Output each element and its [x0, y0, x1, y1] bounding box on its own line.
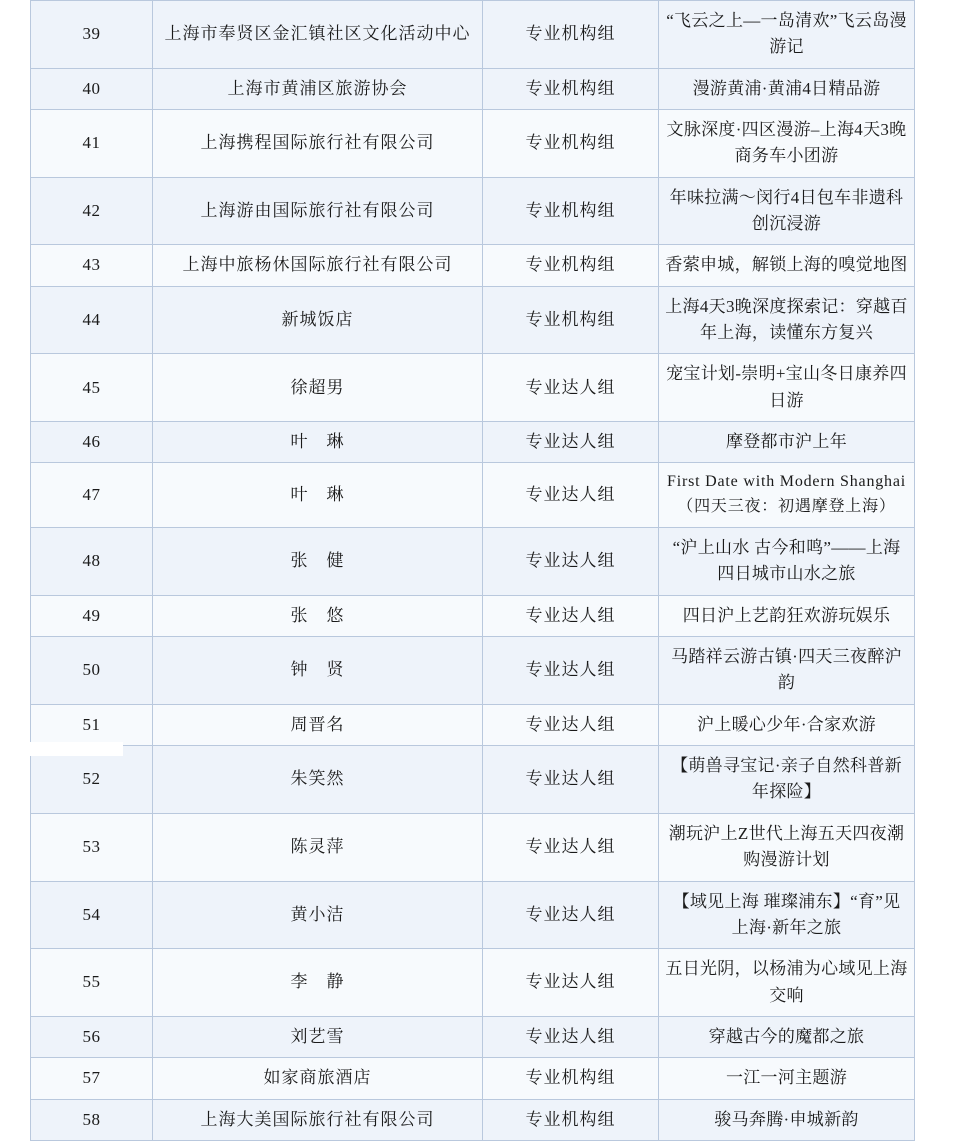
table-row — [31, 1016, 915, 1057]
row-rank: 40 — [31, 68, 153, 109]
row-route-title: 宠宝计划-崇明+宝山冬日康养四日游 — [659, 354, 915, 422]
row-route-title: 沪上暖心少年·合家欢游 — [659, 704, 915, 745]
row-applicant: 徐超男 — [153, 354, 483, 422]
row-rank: 46 — [31, 422, 153, 463]
award-list-table — [30, 0, 915, 1141]
row-rank: 55 — [31, 949, 153, 1017]
row-applicant: 张 健 — [153, 528, 483, 596]
row-applicant: 叶 琳 — [153, 463, 483, 528]
table-row — [31, 1099, 915, 1140]
table-row — [31, 177, 915, 245]
table-row — [31, 704, 915, 745]
row-applicant: 如家商旅酒店 — [153, 1058, 483, 1099]
row-group: 专业机构组 — [483, 177, 659, 245]
row-route-title: 一江一河主题游 — [659, 1058, 915, 1099]
row-route-title: 摩登都市沪上年 — [659, 422, 915, 463]
row-rank: 44 — [31, 286, 153, 354]
row-applicant: 上海市黄浦区旅游协会 — [153, 68, 483, 109]
row-applicant: 上海中旅杨休国际旅行社有限公司 — [153, 245, 483, 286]
table-body — [31, 1, 915, 1141]
row-applicant: 刘艺雪 — [153, 1016, 483, 1057]
table-row — [31, 245, 915, 286]
row-rank: 50 — [31, 637, 153, 705]
row-rank: 58 — [31, 1099, 153, 1140]
row-applicant: 张 悠 — [153, 595, 483, 636]
row-rank: 56 — [31, 1016, 153, 1057]
row-applicant: 上海携程国际旅行社有限公司 — [153, 110, 483, 178]
table-row — [31, 528, 915, 596]
table-row — [31, 881, 915, 949]
row-route-title: 漫游黄浦·黄浦4日精品游 — [659, 68, 915, 109]
row-route-title: “沪上山水 古今和鸣”——上海四日城市山水之旅 — [659, 528, 915, 596]
table-row — [31, 1, 915, 69]
row-group: 专业达人组 — [483, 949, 659, 1017]
row-applicant: 新城饭店 — [153, 286, 483, 354]
row-route-title: 骏马奔腾·申城新韵 — [659, 1099, 915, 1140]
row-rank: 48 — [31, 528, 153, 596]
table-row — [31, 949, 915, 1017]
row-rank: 39 — [31, 1, 153, 69]
table-row — [31, 354, 915, 422]
row-group: 专业达人组 — [483, 637, 659, 705]
row-route-title: 上海4天3晚深度探索记：穿越百年上海，读懂东方复兴 — [659, 286, 915, 354]
row-route-title: 香萦申城，解锁上海的嗅觉地图 — [659, 245, 915, 286]
table-row — [31, 286, 915, 354]
table-row — [31, 422, 915, 463]
row-rank: 49 — [31, 595, 153, 636]
table-row — [31, 813, 915, 881]
row-rank: 43 — [31, 245, 153, 286]
table-row — [31, 637, 915, 705]
table-row — [31, 1058, 915, 1099]
row-applicant: 李 静 — [153, 949, 483, 1017]
row-group: 专业达人组 — [483, 595, 659, 636]
table-row — [31, 110, 915, 178]
page-edge-notch — [0, 742, 123, 756]
row-route-title: “飞云之上—一岛清欢”飞云岛漫游记 — [659, 1, 915, 69]
row-route-title: 【萌兽寻宝记·亲子自然科普新年探险】 — [659, 746, 915, 814]
row-route-title: 穿越古今的魔都之旅 — [659, 1016, 915, 1057]
row-rank: 52 — [31, 746, 153, 814]
row-applicant: 上海游由国际旅行社有限公司 — [153, 177, 483, 245]
row-group: 专业机构组 — [483, 68, 659, 109]
row-applicant: 上海市奉贤区金汇镇社区文化活动中心 — [153, 1, 483, 69]
row-rank: 47 — [31, 463, 153, 528]
row-rank: 54 — [31, 881, 153, 949]
row-group: 专业达人组 — [483, 881, 659, 949]
row-group: 专业机构组 — [483, 1099, 659, 1140]
row-group: 专业达人组 — [483, 746, 659, 814]
row-group: 专业达人组 — [483, 354, 659, 422]
row-route-title: 马踏祥云游古镇·四天三夜醉沪韵 — [659, 637, 915, 705]
row-route-title: 年味拉满～闵行4日包车非遗科创沉浸游 — [659, 177, 915, 245]
row-rank: 42 — [31, 177, 153, 245]
row-rank: 45 — [31, 354, 153, 422]
row-group: 专业达人组 — [483, 704, 659, 745]
row-group: 专业达人组 — [483, 463, 659, 528]
row-route-title: 五日光阴，以杨浦为心域见上海交响 — [659, 949, 915, 1017]
row-route-title: 【域见上海 璀璨浦东】“育”见上海·新年之旅 — [659, 881, 915, 949]
row-rank: 57 — [31, 1058, 153, 1099]
row-route-title: 文脉深度·四区漫游–上海4天3晚商务车小团游 — [659, 110, 915, 178]
row-group: 专业达人组 — [483, 422, 659, 463]
row-group: 专业机构组 — [483, 1058, 659, 1099]
row-applicant: 朱笑然 — [153, 746, 483, 814]
row-group: 专业机构组 — [483, 286, 659, 354]
row-applicant: 周晋名 — [153, 704, 483, 745]
table-row — [31, 746, 915, 814]
row-rank: 51 — [31, 704, 153, 745]
row-applicant: 黄小洁 — [153, 881, 483, 949]
row-applicant: 陈灵萍 — [153, 813, 483, 881]
row-group: 专业达人组 — [483, 528, 659, 596]
row-applicant: 钟 贤 — [153, 637, 483, 705]
row-group: 专业机构组 — [483, 245, 659, 286]
row-route-title: 潮玩沪上Z世代上海五天四夜潮购漫游计划 — [659, 813, 915, 881]
table-row — [31, 595, 915, 636]
table-row — [31, 68, 915, 109]
row-route-title: First Date with Modern Shanghai（四天三夜：初遇摩登上海） — [659, 463, 915, 528]
row-group: 专业机构组 — [483, 110, 659, 178]
row-applicant: 上海大美国际旅行社有限公司 — [153, 1099, 483, 1140]
table-row — [31, 463, 915, 528]
row-route-title: 四日沪上艺韵狂欢游玩娱乐 — [659, 595, 915, 636]
row-group: 专业达人组 — [483, 813, 659, 881]
row-group: 专业达人组 — [483, 1016, 659, 1057]
row-rank: 53 — [31, 813, 153, 881]
row-group: 专业机构组 — [483, 1, 659, 69]
row-applicant: 叶 琳 — [153, 422, 483, 463]
row-rank: 41 — [31, 110, 153, 178]
